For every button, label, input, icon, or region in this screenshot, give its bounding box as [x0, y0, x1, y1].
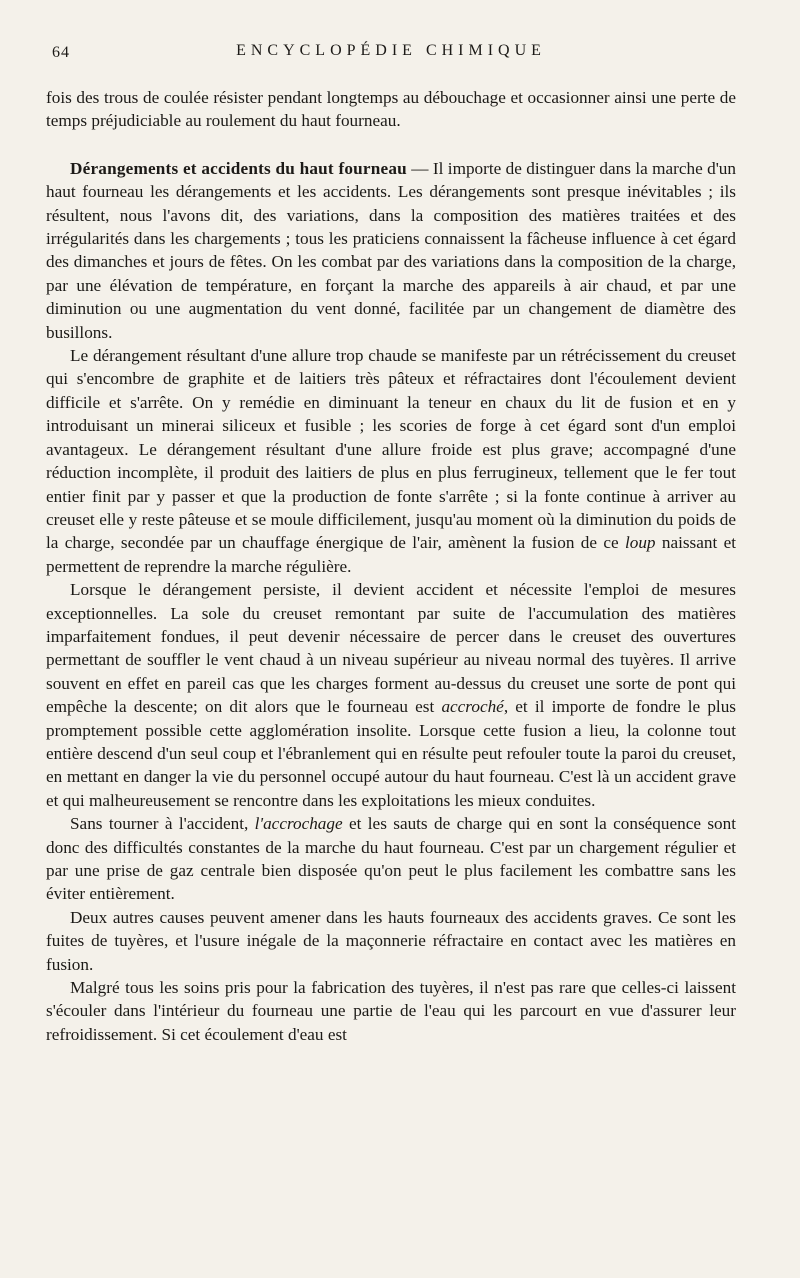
paragraph-tuyeres — [46, 976, 736, 1046]
paragraph-allure-chaude — [46, 344, 736, 578]
paragraph-text: naissant et permettent de reprendre la marche régulière. — [46, 533, 736, 576]
paragraph-text: Lorsque le dérangement persiste, il devient accident et nécessite l'emploi de mesures exceptionnelles. La sole du creuset remontant par suite de l'accumulation des matières imparfaitement fondues, il peut devenir nécessaire de percer dans le creuset des ouvertures permettant de souffler le vent chaud à un niveau supérieur au niveau normal des tuyères. Il arrive souvent en effet en pareil cas que les charges forment au-dessus du creuset une sorte de pont qui empêche la descente; on dit alors que le fourneau est — [46, 580, 736, 717]
italic-term: loup — [624, 533, 656, 553]
paragraph-accident — [46, 578, 736, 812]
body-text — [46, 86, 736, 1046]
paragraph-continuation — [46, 86, 736, 133]
page-number: 64 — [52, 44, 70, 61]
running-header — [46, 38, 736, 70]
paragraph-derangements — [46, 157, 736, 344]
paragraph-text: fois des trous de coulée résister pendant longtemps au débouchage et occasionner ainsi une perte de temps préjudiciable au roulement du haut fourneau. — [46, 88, 736, 131]
running-title: ENCYCLOPÉDIE CHIMIQUE — [236, 42, 546, 59]
paragraph-text: — Il importe de distinguer dans la marche d'un haut fourneau les dérangements et les accidents. Les dérangements sont presque inévitables ; ils résultent, nous l'avons dit, des variations, dans la composition des matières traitées et des irrégularités dans les chargements ; tous les praticiens connaissent la fâcheuse influence à cet égard des dimanches et jours de fêtes. On les combat par des variations dans la composition de la charge, par une élévation de température, en forçant la marche des appareils à air chaud, et par une diminution ou une augmentation du vent donné, facilitée par un changement de diamètre des busillons. — [46, 158, 736, 342]
italic-term: l'accrochage — [254, 814, 343, 834]
paragraph-text: Le dérangement résultant d'une allure trop chaude se manifeste par un rétrécissement du creuset qui s'encombre de graphite et de laitiers très pâteux et réfractaires dont l'écoulement devient difficile et s'arrête. On y remédie en diminuant la teneur en chaux du lit de fusion et en y introduisant un minerai siliceux et fusible ; les scories de forge à cet égard sont d'un emploi avantageux. Le dérangement résultant d'une allure froide est plus grave; accompagné d'une réduction incomplète, il produit des laitiers de plus en plus ferrugineux, tellement que le fer tout entier finit par y passer et que la production de fonte s'arrête ; si la fonte continue à arriver au creuset elle y reste pâteuse et se moule difficilement, jusqu'au moment où la diminution du poids de la charge, secondée par un chauffage énergique de l'air, amènent la fusion de ce — [46, 346, 736, 553]
paragraph-text: , et il importe de fondre le plus promptement possible cette agglomération insolite. Lorsque cette fusion a lieu, la colonne tout entière descend d'un seul coup et l'ébranlement qui en résulte peut refouler toute la paroi du creuset, en mettant en danger la vie du personnel occupé autour du haut fourneau. C'est là un accident grave et qui malheureusement se rencontre dans les exploitations les mieux conduites. — [46, 697, 736, 810]
paragraph-text: Deux autres causes peuvent amener dans les hauts fourneaux des accidents graves. Ce sont les fuites de tuyères, et l'usure inégale de la maçonnerie réfractaire en contact avec les matières en fusion. — [46, 907, 736, 974]
paragraph-text: Sans tourner à l'accident, — [70, 814, 255, 834]
document-page — [46, 38, 736, 1258]
italic-term: accroché — [441, 697, 504, 717]
section-heading: Dérangements et accidents du haut fourneau — [70, 158, 407, 178]
section-spacer — [46, 133, 736, 157]
paragraph-text: et les sauts de charge qui en sont la conséquence sont donc des difficultés constantes de la marche du haut fourneau. C'est par un chargement régulier et par une prise de gaz centrale bien disposée qu'on peut le plus facilement les combattre sans les éviter entièrement. — [46, 814, 736, 904]
paragraph-accrochage — [46, 812, 736, 906]
paragraph-text: Malgré tous les soins pris pour la fabrication des tuyères, il n'est pas rare que celles-ci laissent s'écouler dans l'intérieur du fourneau une partie de l'eau qui les parcourt en vue d'assurer leur refroidissement. Si cet écoulement d'eau est — [46, 978, 736, 1044]
paragraph-causes — [46, 906, 736, 976]
